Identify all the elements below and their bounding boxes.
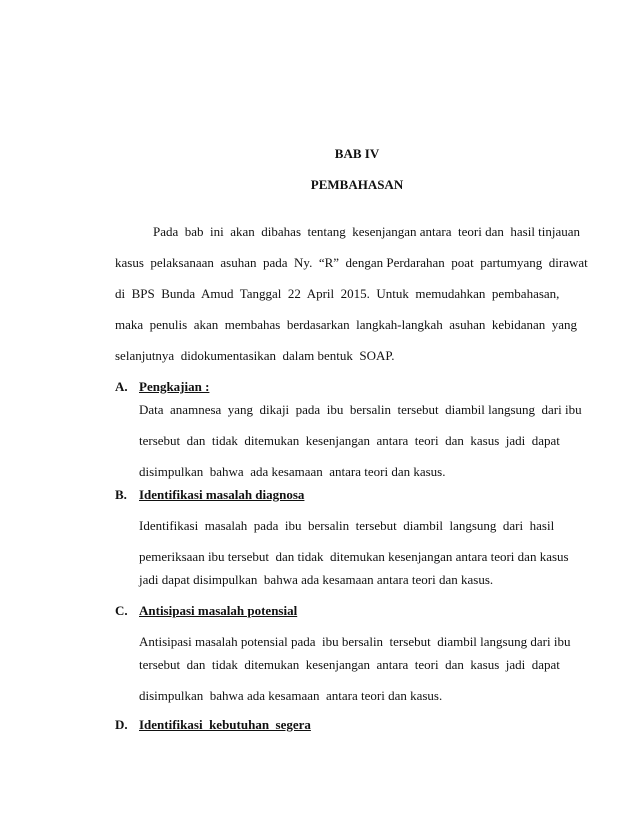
section-c-line-3: disimpulkan bahwa ada kesamaan antara teori dan kasus.	[139, 688, 443, 703]
chapter-title: PEMBAHASAN	[310, 177, 404, 192]
section-b-line-1: Identifikasi masalah pada ibu bersalin tersebut diambil langsung dari hasil	[139, 518, 555, 533]
section-d-heading	[115, 717, 311, 733]
section-c-title: Antisipasi masalah potensial	[139, 603, 298, 618]
section-c-line-1: Antisipasi masalah potensial pada ibu bersalin tersebut diambil langsung dari ibu	[139, 634, 571, 649]
section-a-title: Pengkajian :	[139, 379, 210, 394]
section-a-line-1: Data anamnesa yang dikaji pada ibu bersalin tersebut diambil langsung dari ibu	[139, 402, 582, 417]
intro-line-3: di BPS Bunda Amud Tanggal 22 April 2015. Untuk memudahkan pembahasan,	[115, 286, 560, 301]
section-b-letter: B.	[115, 487, 127, 502]
section-c-line-2: tersebut dan tidak ditemukan kesenjangan antara teori dan kasus jadi dapat	[139, 657, 560, 672]
section-b-line-3: jadi dapat disimpulkan bahwa ada kesamaan antara teori dan kasus.	[139, 572, 494, 587]
section-d-letter: D.	[115, 717, 128, 732]
section-a-line-3: disimpulkan bahwa ada kesamaan antara teori dan kasus.	[139, 464, 446, 479]
intro-line-4: maka penulis akan membahas berdasarkan langkah-langkah asuhan kebidanan yang	[115, 317, 578, 332]
section-c-letter: C.	[115, 603, 128, 618]
chapter-number: BAB IV	[334, 146, 380, 161]
section-a-letter: A.	[115, 379, 128, 394]
section-b-heading	[115, 487, 304, 503]
intro-line-2: kasus pelaksanaan asuhan pada Ny. “R” dengan Perdarahan poat partumyang dirawat	[115, 255, 588, 270]
section-b-title: Identifikasi masalah diagnosa	[139, 487, 305, 502]
section-a-line-2: tersebut dan tidak ditemukan kesenjangan antara teori dan kasus jadi dapat	[139, 433, 560, 448]
section-a-heading	[115, 379, 209, 395]
section-d-title: Identifikasi kebutuhan segera	[139, 717, 311, 732]
section-c-heading	[115, 603, 297, 619]
section-b-line-2: pemeriksaan ibu tersebut dan tidak ditemukan kesenjangan antara teori dan kasus	[139, 549, 569, 564]
intro-line-5: selanjutnya didokumentasikan dalam bentuk SOAP.	[115, 348, 395, 363]
intro-line-1: Pada bab ini akan dibahas tentang kesenjangan antara teori dan hasil tinjauan	[153, 224, 581, 239]
